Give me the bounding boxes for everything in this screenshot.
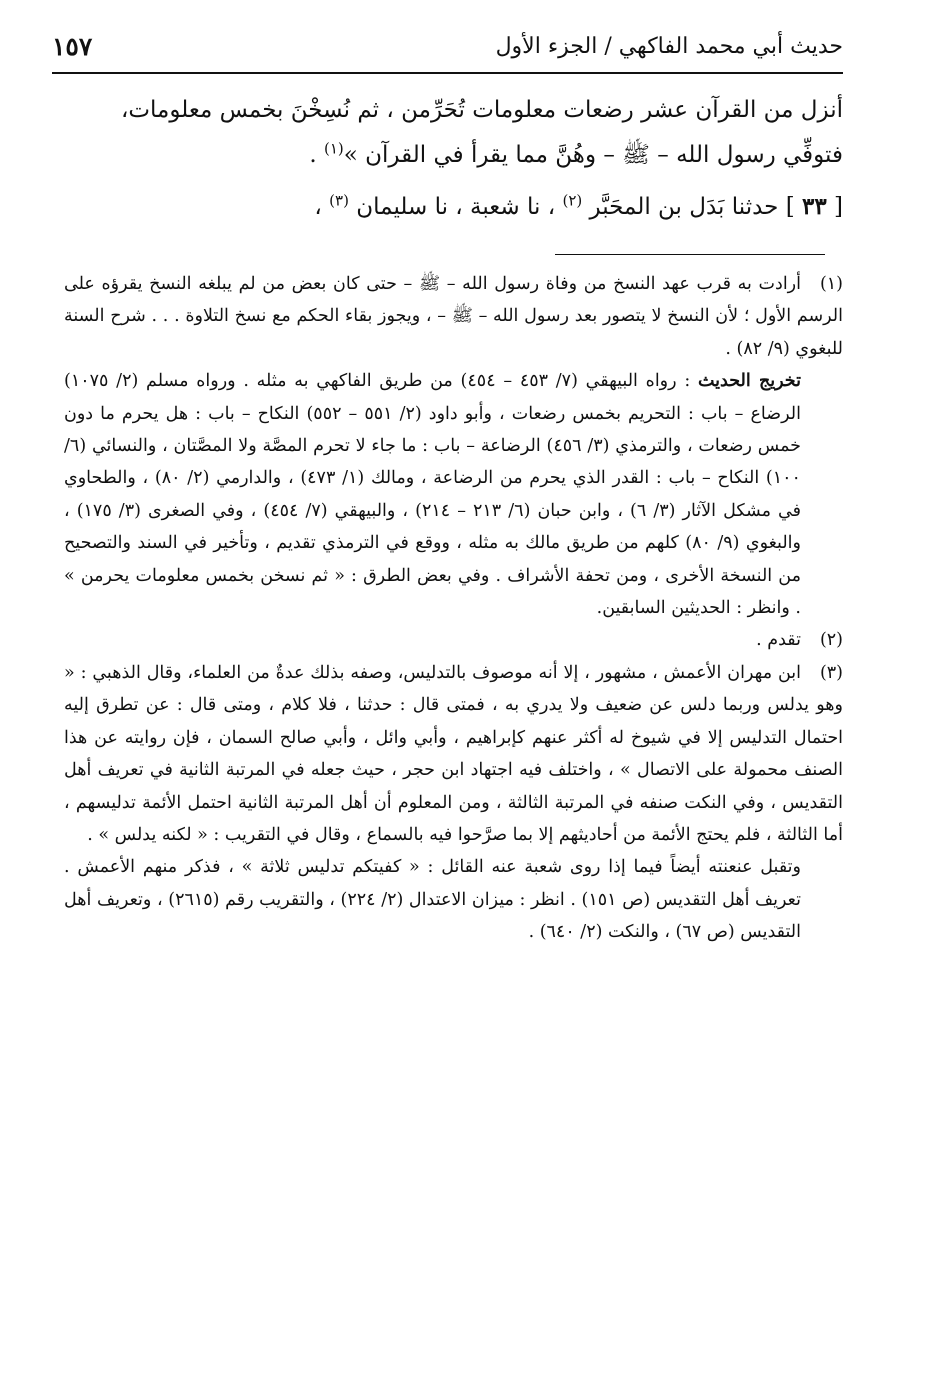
footnote-3-number: (٣) — [819, 662, 843, 683]
page-number: ١٥٧ — [52, 32, 93, 61]
hadith-text-a: ] حدثنا بَدَل بن المحَبَّر — [582, 194, 802, 220]
hadith-text-c: ، — [314, 194, 330, 220]
footnote-ref-2[interactable]: (٢) — [562, 191, 583, 210]
running-title: حديث أبي محمد الفاكهي / الجزء الأول — [495, 34, 843, 59]
main-line-1: أنزل من القرآن عشر رضعات معلومات تُحَرِّمن ، ثم نُسِخْنَ بخمس معلومات، — [120, 97, 843, 123]
main-line-2 — [86, 133, 843, 178]
main-line-2-text: فتوفِّي رسول الله – ﷺ – وهُنَّ مما يقرأ في القرآن » — [343, 142, 843, 168]
takhrij-note — [64, 365, 843, 624]
footnote-2-text: تقدم . — [756, 630, 801, 651]
footnote-3-continued: وتقبل عنعنته أيضاً فيما إذا روى شعبة عنه القائل : « كفيتكم تدليس ثلاثة » ، فذكر منهم الأعمش . تعريف أهل التقديس (ص ١٥١) . انظر : ميزان الاعتدال (٢/ ٢٢٤) ، والتقريب رقم (٢٦١٥) ، وتعريف أهل التقديس (ص ٦٧) ، والنكت (٢/ ٦٤٠) . — [64, 857, 802, 943]
main-text — [86, 88, 843, 230]
footnote-2-number: (٢) — [819, 630, 843, 651]
footnotes — [64, 268, 843, 949]
footnote-ref-1[interactable]: (١) — [323, 139, 344, 158]
hadith-number: ٣٣ — [801, 193, 827, 220]
footnote-1-number: (١) — [819, 274, 843, 294]
footnote-1-text: أرادت به قرب عهد النسخ من وفاة رسول الله – ﷺ – حتى كان بعض من لم يبلغه النسخ يقرؤه على الرسم الأول ؛ لأن النسخ لا يتصور بعد رسول الله – ﷺ – ، ويجوز بقاء الحكم مع نسخ التلاوة . . . شرح السنة للبغوي (٩/ ٨٢) . — [64, 274, 843, 359]
footnote-3 — [64, 657, 843, 851]
takhrij-text: : رواه البيهقي (٧/ ٤٥٣ – ٤٥٤) من طريق الفاكهي به مثله . ورواه مسلم (٢/ ١٠٧٥) الرضاع – باب : التحريم بخمس رضعات ، وأبو داود (٢/ ٥٥١ – ٥٥٢) النكاح – باب : هل يحرم ما دون خمس رضعات ، والترمذي (٣/ ٤٥٦) الرضاعة – باب : ما جاء لا تحرم المصَّة ولا المصَّتان ، والنسائي (٦/ ١٠٠) النكاح – باب : القدر الذي يحرم من الرضاعة ، ومالك (١/ ٤٧٣) ، والدارمي (٢/ ٨٠) ، والطحاوي في مشكل الآثار (٣/ ٦) ، وابن حبان (٦/ ٢١٣ – ٢١٤) ، والبيهقي (٧/ ٤٥٤) ، وفي الصغرى (٣/ ١٧٥) ، والبغوي (٩/ ٨٠) كلهم من طريق مالك به مثله ، ووقع في الترمذي تقديم ، وتأخير في السند والتصحيح من النسخة الأخرى ، ومن تحفة الأشراف . وفي بعض الطرق : « ثم نسخن بخمس معلومات يحرمن » . وانظر : الحديثين السابقين. — [64, 371, 802, 619]
footnote-ref-3[interactable]: (٣) — [329, 191, 349, 210]
footnote-2 — [64, 624, 843, 656]
page-header — [52, 30, 843, 72]
footnote-1 — [64, 268, 843, 365]
takhrij-label: تخريج الحديث — [697, 371, 801, 392]
footnote-3-text: ابن مهران الأعمش ، مشهور ، إلا أنه موصوف بالتدليس، وصفه بذلك عدةٌ من العلماء، وقال الذهبي : « وهو يدلس وربما دلس عن ضعيف ولا يدري به ، فمتى قال : حدثنا ، فلا كلام ، ومتى قال : عن تطرق إليه احتمال التدليس إلا في شيوخ له أكثر عنهم كإبراهيم ، وأبي وائل ، وأبي صالح السمان ، فإن روايته عن هذا الصنف محمولة على الاتصال » ، واختلف فيه اجتهاد ابن حجر ، حيث جعله في المرتبة الثانية في تعريف أهل التقديس ، وفي النكت صنفه في المرتبة الثالثة ، ومن المعلوم أن أهل المرتبة الثانية احتمل الأئمة تدليسهم ، أما الثالثة ، فلم يحتج الأئمة من أحاديثهم إلا بما صرَّحوا فيه بالسماع ، وقال في التقريب : « لكنه يدلس » . — [64, 662, 843, 845]
main-line-2-end: . — [309, 142, 324, 168]
hadith-open-bracket: [ — [826, 194, 843, 220]
footnote-divider — [555, 254, 825, 255]
header-divider — [52, 72, 843, 74]
hadith-line — [86, 184, 843, 230]
hadith-text-b: ، نا شعبة ، نا سليمان — [348, 194, 563, 220]
